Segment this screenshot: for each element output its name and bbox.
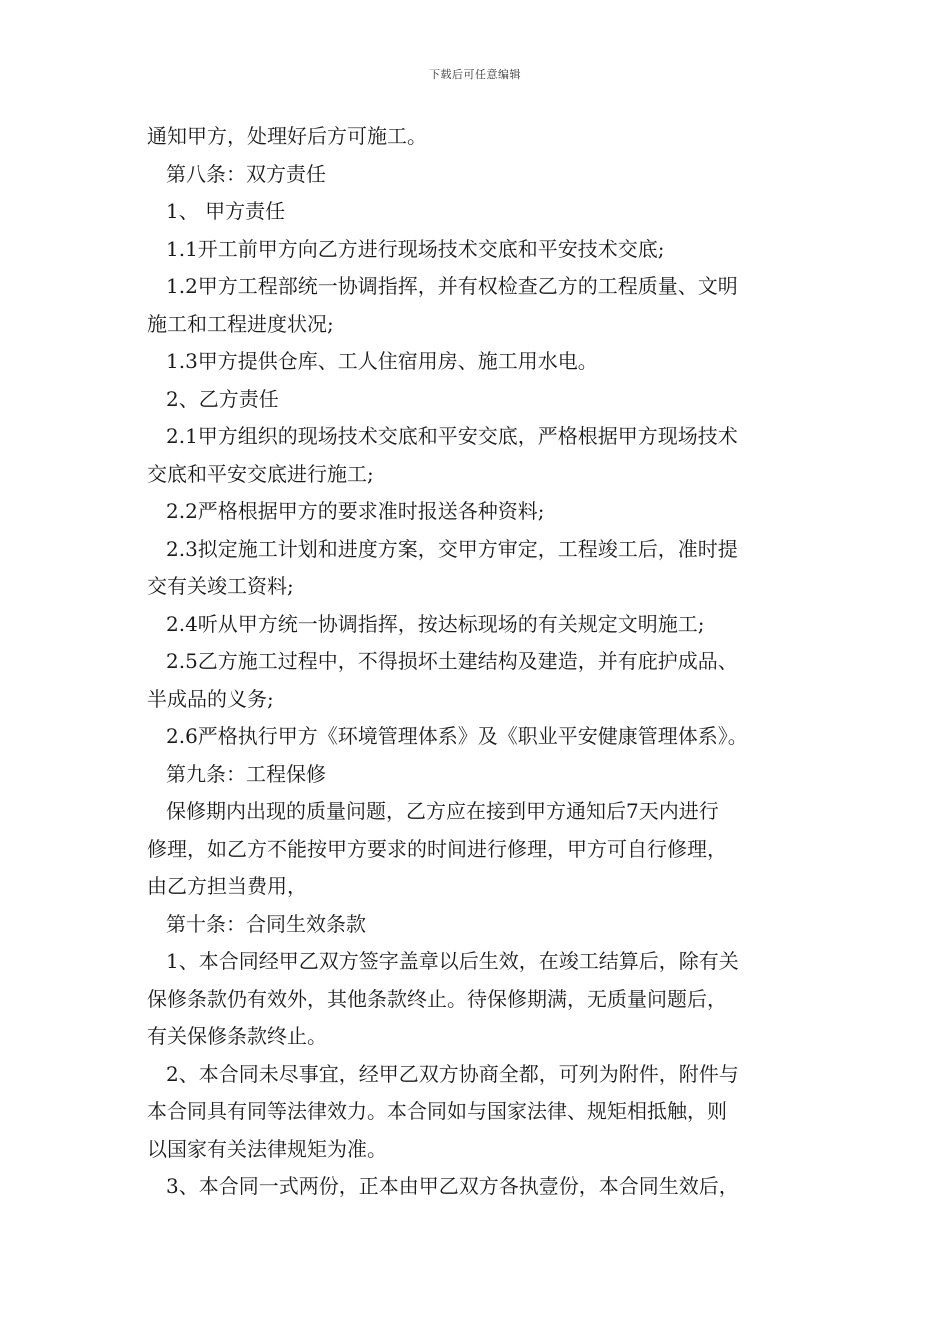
section-heading: 第十条：合同生效条款 — [166, 911, 366, 936]
text-line: 有关保修条款终止。 — [147, 1024, 327, 1048]
text-line: 1.1开工前甲方向乙方进行现场技术交底和平安技术交底; — [166, 236, 665, 261]
text-line: 修理，如乙方不能按甲方要求的时间进行修理，甲方可自行修理， — [147, 836, 727, 861]
text-line: 2.2严格根据甲方的要求准时报送各种资料; — [166, 499, 545, 523]
text-line: 1.2甲方工程部统一协调指挥，并有权检查乙方的工程质量、文明 — [166, 274, 738, 298]
text-line: 2.5乙方施工过程中，不得损坏土建结构及建造，并有庇护成品、 — [166, 649, 738, 673]
text-line: 保修条款仍有效外，其他条款终止。待保修期满，无质量问题后， — [147, 986, 727, 1011]
text-line: 2、本合同未尽事宜，经甲乙双方协商全都，可列为附件，附件与 — [166, 1061, 739, 1086]
text-line: 由乙方担当费用， — [147, 874, 307, 898]
subsection-heading: 2、乙方责任 — [166, 386, 279, 411]
text-line: 1.3甲方提供仓库、工人住宿用房、施工用水电。 — [166, 349, 598, 373]
section-heading: 第九条：工程保修 — [166, 761, 326, 786]
text-line: 通知甲方，处理好后方可施工。 — [147, 124, 427, 148]
page-header: 下载后可任意编辑 — [429, 68, 521, 81]
contract-body — [147, 118, 812, 1206]
text-line: 半成品的义务; — [147, 686, 274, 711]
text-line: 2.6严格执行甲方《环境管理体系》及《职业平安健康管理体系》。 — [166, 724, 748, 748]
text-line: 1、本合同经甲乙双方签字盖章以后生效，在竣工结算后，除有关 — [166, 949, 739, 973]
subsection-heading: 1、 甲方责任 — [166, 199, 286, 223]
text-line: 2.1甲方组织的现场技术交底和平安交底，严格根据甲方现场技术 — [166, 424, 738, 448]
section-heading: 第八条：双方责任 — [166, 161, 326, 186]
text-line: 施工和工程进度状况; — [147, 311, 334, 336]
text-line: 2.4听从甲方统一协调指挥，按达标现场的有关规定文明施工; — [166, 611, 705, 636]
text-line: 本合同具有同等法律效力。本合同如与国家法律、规矩相抵触，则 — [147, 1099, 727, 1123]
text-line: 以国家有关法律规矩为准。 — [147, 1136, 387, 1161]
text-line: 保修期内出现的质量问题，乙方应在接到甲方通知后7天内进行 — [166, 799, 719, 823]
text-line: 交有关竣工资料; — [147, 574, 294, 598]
text-line: 交底和平安交底进行施工; — [147, 461, 374, 486]
text-line: 2.3拟定施工计划和进度方案，交甲方审定，工程竣工后，准时提 — [166, 536, 738, 561]
text-line: 3、本合同一式两份，正本由甲乙双方各执壹份，本合同生效后， — [166, 1174, 739, 1198]
